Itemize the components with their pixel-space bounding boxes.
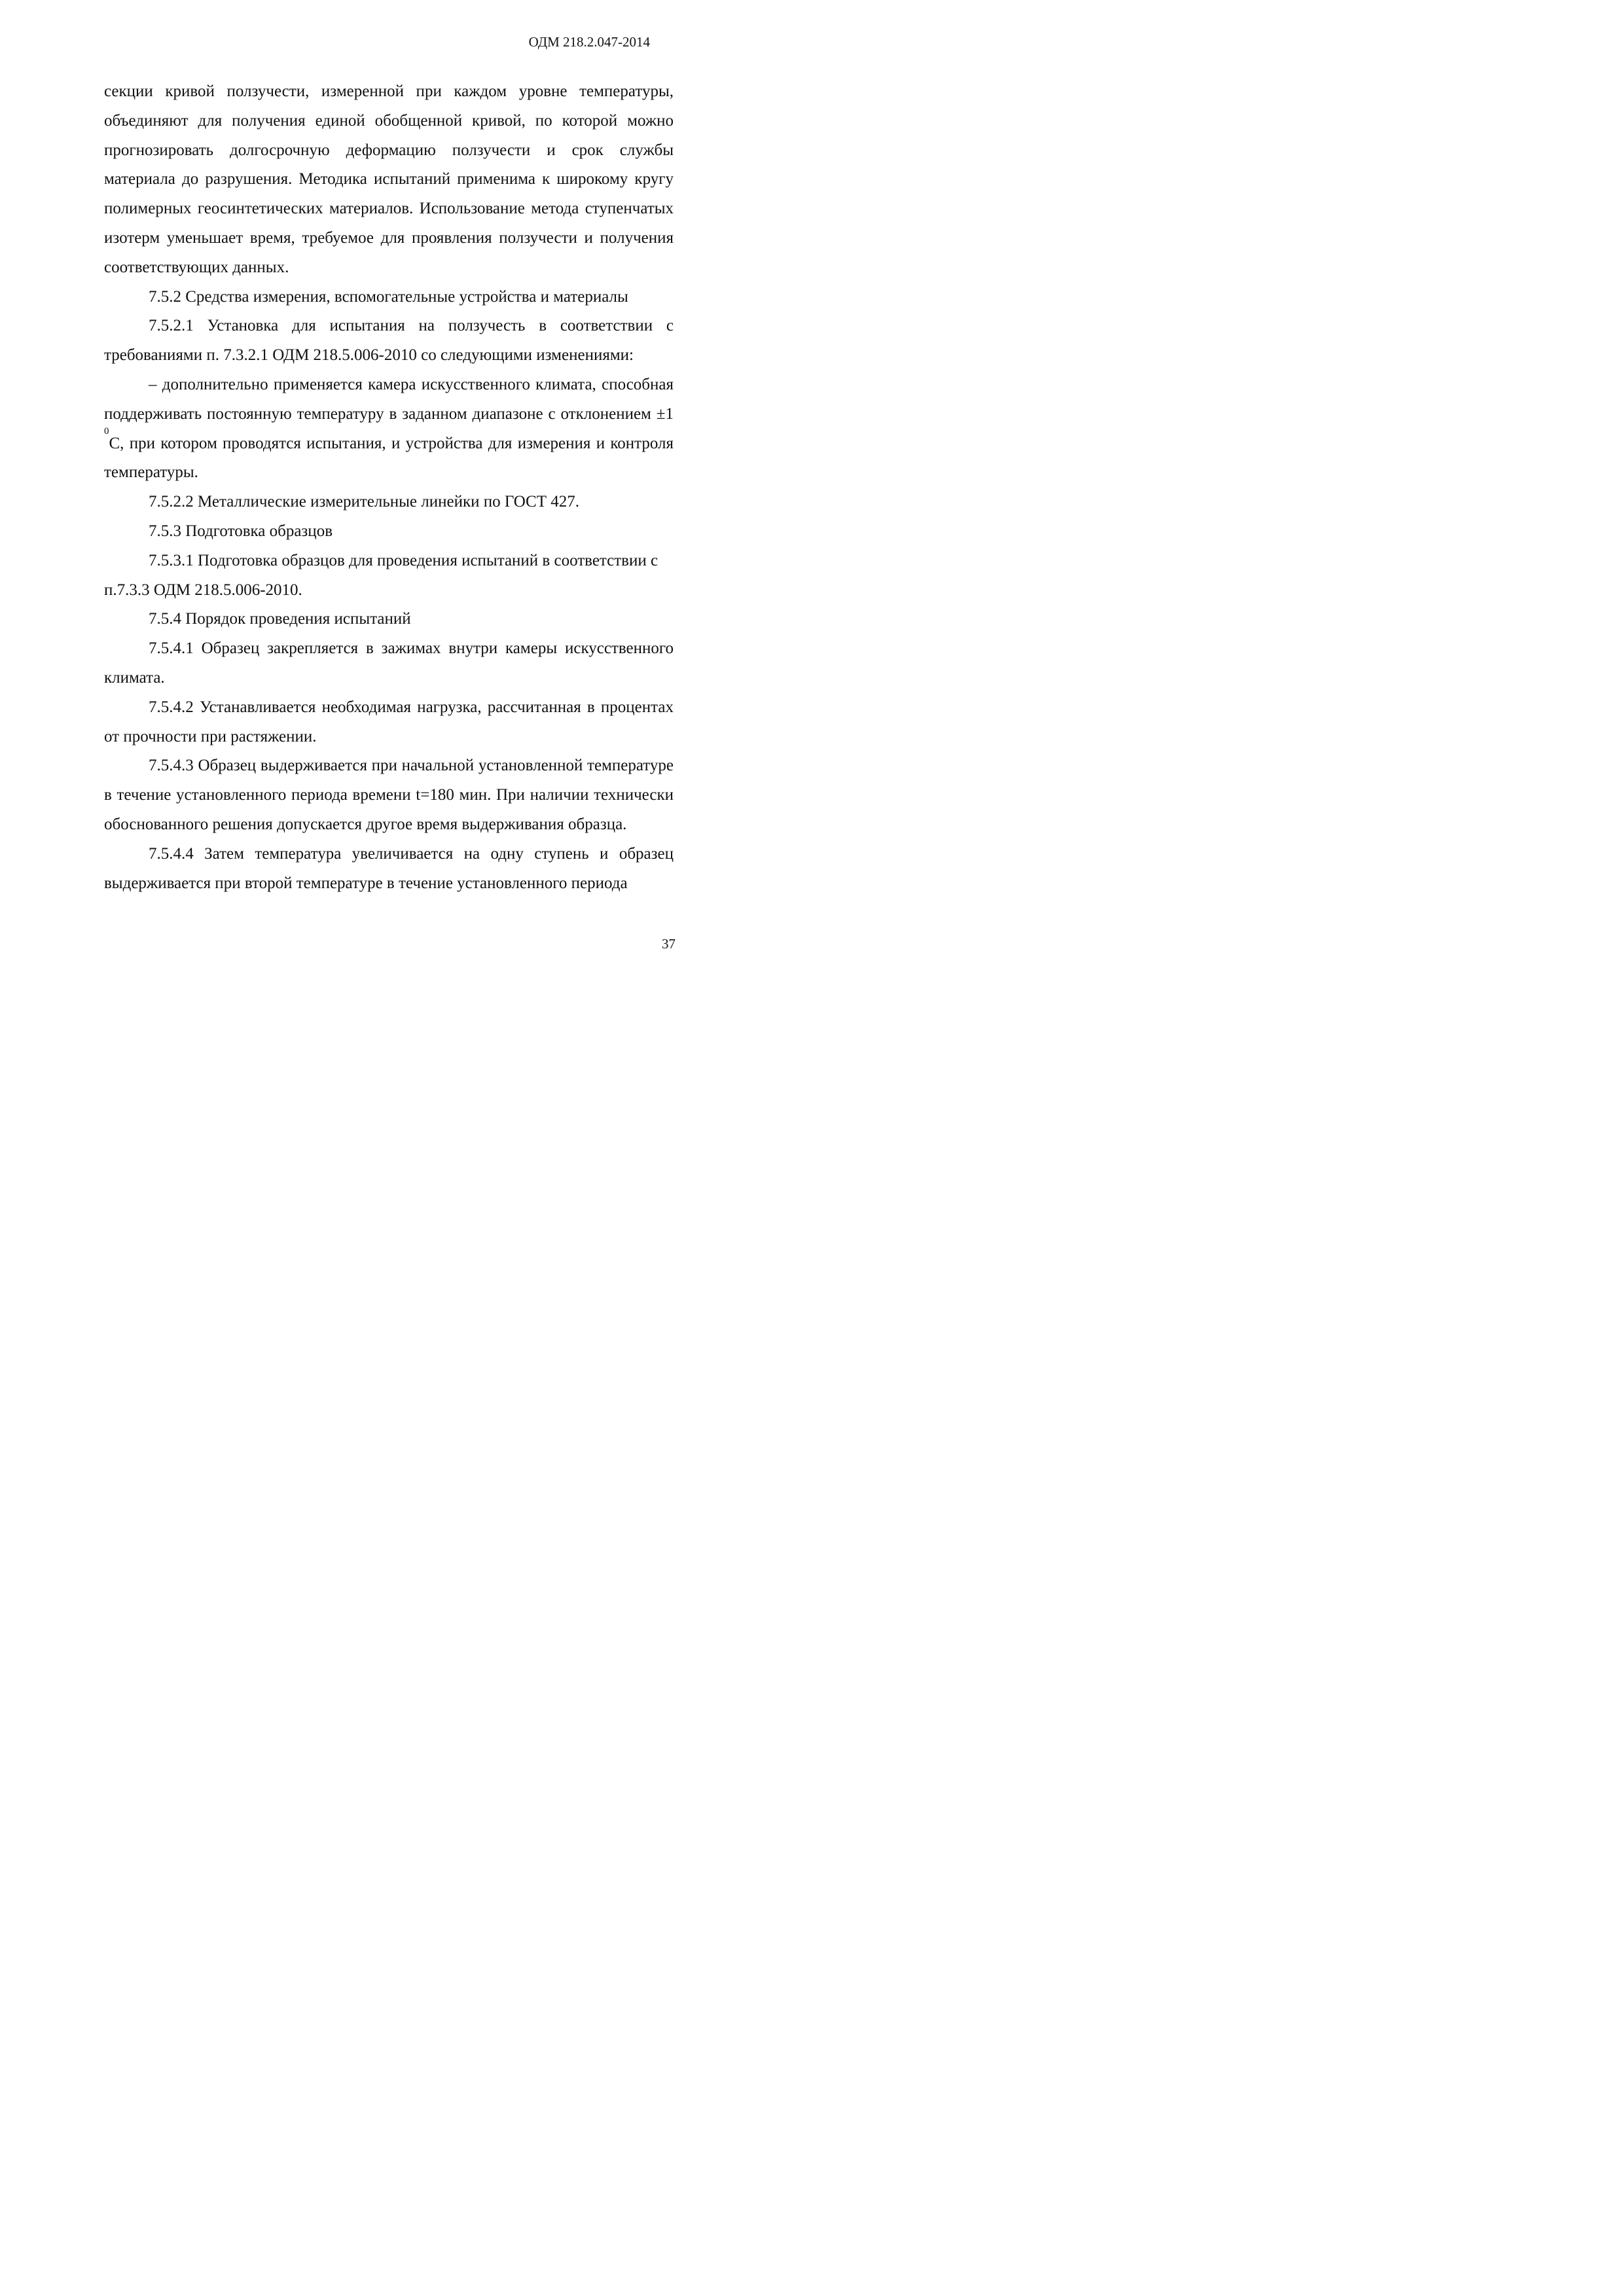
document-code-header: ОДМ 218.2.047-2014 xyxy=(528,34,650,50)
section-heading-7-5-3: 7.5.3 Подготовка образцов xyxy=(149,522,333,540)
page-number: 37 xyxy=(662,936,676,952)
paragraph-7-5-2-2: 7.5.2.2 Металлические измерительные линейки по ГОСТ 427. xyxy=(149,493,579,511)
paragraph-7-5-4-2: 7.5.4.2 Устанавливается необходимая нагрузка, рассчитанная в процентах от прочности при растяжении. xyxy=(104,698,674,745)
degree-superscript: 0 xyxy=(104,425,109,437)
paragraph-7-5-3-1: 7.5.3.1 Подготовка образцов для проведения испытаний в соответствии с п.7.3.3 ОДМ 218.5.006-2010. xyxy=(104,551,659,599)
section-heading-7-5-4: 7.5.4 Порядок проведения испытаний xyxy=(149,610,411,628)
paragraph-7-5-4-1: 7.5.4.1 Образец закрепляется в зажимах внутри камеры искусственного климата. xyxy=(104,639,674,687)
section-heading-7-5-2: 7.5.2 Средства измерения, вспомогательные устройства и материалы xyxy=(149,287,628,306)
document-body xyxy=(104,77,674,898)
climate-chamber-text-start: – дополнительно применяется камера искусственного климата, способная поддерживать постоянную температуру в заданном диапазоне с отклонением ±1 xyxy=(104,375,674,423)
paragraph-7-5-2-1: 7.5.2.1 Установка для испытания на ползучесть в соответствии с требованиями п. 7.3.2.1 ОДМ 218.5.006-2010 со следующими изменениями: xyxy=(104,317,674,365)
paragraph-7-5-4-4: 7.5.4.4 Затем температура увеличивается на одну ступень и образец выдерживается при второй температуре в течение установленного периода xyxy=(104,844,674,892)
paragraph-creep-curve-continuation: секции кривой ползучести, измеренной при каждом уровне температуры, объединяют для получения единой обобщенной кривой, по которой можно прогнозировать долгосрочную деформацию ползучести и срок службы материала до разрушения. Методика испытаний применима к широкому кругу полимерных геосинтетических материалов. Использование метода ступенчатых изотерм уменьшает время, требуемое для проявления ползучести и получения соответствующих данных. xyxy=(104,82,674,276)
climate-chamber-text-end: С, при котором проводятся испытания, и устройства для измерения и контроля температуры. xyxy=(104,434,674,482)
paragraph-7-5-4-3: 7.5.4.3 Образец выдерживается при начальной установленной температуре в течение установленного периода времени t=180 мин. При наличии технически обоснованного решения допускается другое время выдерживания образца. xyxy=(104,757,674,833)
paragraph-climate-chamber-item xyxy=(104,370,674,488)
